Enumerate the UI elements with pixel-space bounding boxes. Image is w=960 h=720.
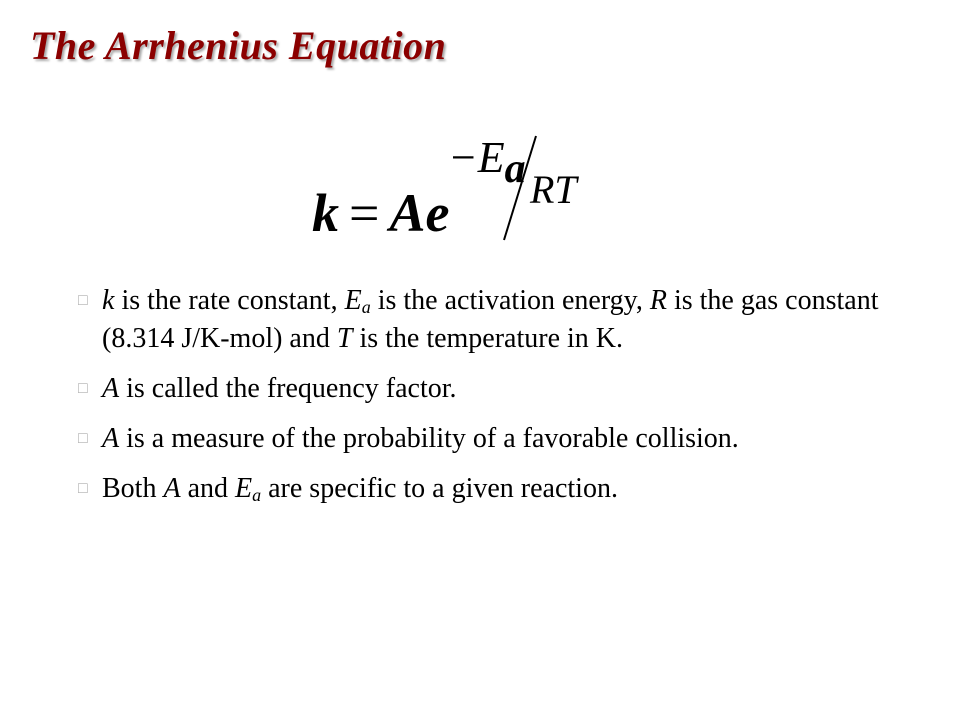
activation-energy-symbol: E: [477, 133, 505, 182]
bullet-text: Both: [102, 473, 164, 504]
bullet-text: is the gas constant (8.314 J/K-mol) and: [102, 285, 879, 354]
arrhenius-equation: [300, 120, 620, 243]
italic-symbol: A: [102, 423, 120, 454]
bullet-item: [78, 282, 898, 358]
bullet-marker-icon: □: [78, 292, 88, 309]
bullet-item: [78, 370, 898, 408]
italic-symbol: A: [102, 373, 120, 404]
equals-sign: =: [349, 183, 380, 243]
italic-symbol: E: [235, 473, 253, 504]
italic-symbol: E: [344, 285, 362, 316]
activation-energy-subscript: a: [504, 146, 526, 192]
bullet-marker-icon: □: [78, 430, 88, 447]
rate-constant-symbol: k: [312, 183, 339, 243]
bullet-list: [78, 282, 898, 520]
italic-symbol: T: [336, 323, 353, 354]
subscript-text: a: [361, 297, 371, 317]
exponent-denominator: RT: [530, 167, 577, 212]
italic-symbol: R: [649, 285, 667, 316]
bullet-marker-icon: □: [78, 480, 88, 497]
slide-title: The Arrhenius Equation: [30, 23, 447, 68]
bullet-text: is the activation energy,: [370, 285, 650, 316]
bullet-text: are specific to a given reaction.: [261, 473, 618, 504]
bullet-marker-icon: □: [78, 380, 88, 397]
equation-base: [312, 182, 449, 244]
italic-symbol: A: [163, 473, 181, 504]
minus-sign: −: [448, 133, 478, 182]
bullet-text: is the temperature in K.: [352, 323, 624, 354]
bullet-text: and: [180, 473, 236, 504]
bullet-item: [78, 470, 898, 508]
frequency-factor-symbol: A: [389, 183, 426, 243]
bullet-item: [78, 420, 898, 458]
subscript-text: a: [252, 485, 262, 505]
euler-e-symbol: e: [425, 183, 450, 243]
bullet-text: is the rate constant,: [114, 285, 345, 316]
italic-symbol: k: [102, 285, 115, 316]
bullet-text: is a measure of the probability of a favorable collision.: [119, 423, 739, 454]
bullet-text: is called the frequency factor.: [119, 373, 457, 404]
